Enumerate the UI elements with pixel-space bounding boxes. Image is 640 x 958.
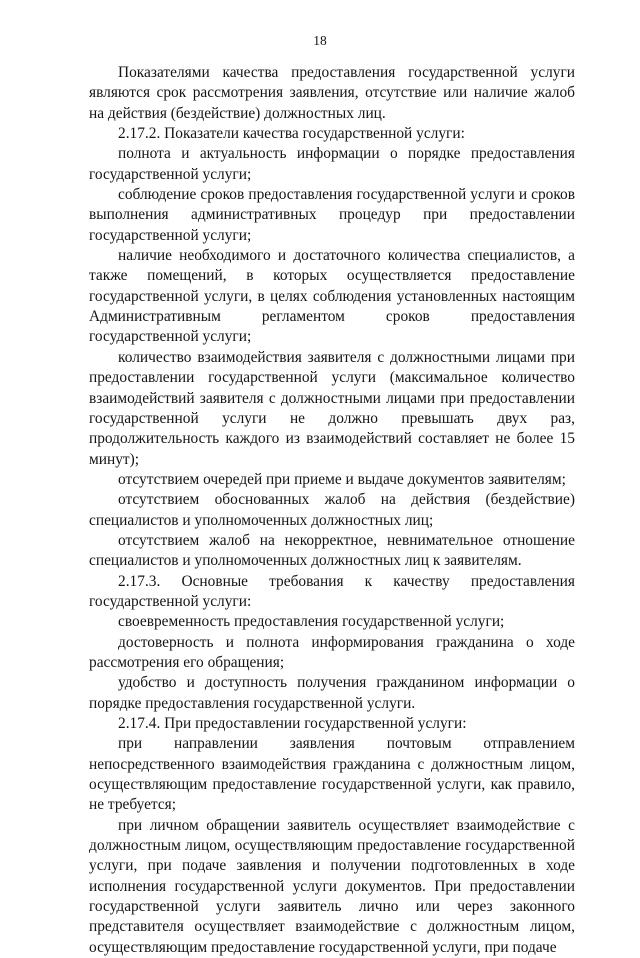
paragraph-completeness-of-information: полнота и актуальность информации о порядке предоставления государственной услуги; (89, 145, 575, 183)
document-body (89, 63, 575, 958)
paragraph-2-17-3-heading: 2.17.3. Основные требования к качеству предоставления государственной услуги: (89, 572, 575, 610)
paragraph-timeliness: своевременность предоставления государственной услуги; (118, 613, 505, 631)
paragraph-reliability-of-information: достоверность и полнота информирования гражданина о ходе рассмотрения его обращения; (89, 633, 575, 671)
paragraph-personal-application: при личном обращении заявитель осуществляет взаимодействие с должностным лицом, осуществляющим предоставление государственной услуги, при подаче заявления и получении подготовленных в ходе исполнения государственной услуги документов. При предоставлении государственной услуги заявитель лично или через законного представителя осуществляет взаимодействие с должностным лицом, осуществляющим предоставление государственной услуги, при подаче (89, 816, 575, 956)
paragraph-number-of-interactions: количество взаимодействия заявителя с должностными лицами при предоставлении государственной услуги (максимальное количество взаимодействий заявителя с должностными лицами при предоставлении государственной услуги не должно превышать двух раз, продолжительность каждого из взаимодействий составляет не более 15 минут); (89, 348, 575, 468)
paragraph-absence-of-justified-complaints: отсутствием обоснованных жалоб на действия (бездействие) специалистов и уполномоченных должностных лиц; (89, 491, 575, 529)
paragraph-2-17-4-heading: 2.17.4. При предоставлении государственной услуги: (118, 715, 467, 732)
paragraph-2-17-2-heading: 2.17.2. Показатели качества государственной услуги: (118, 125, 465, 143)
paragraph-compliance-with-deadlines: соблюдение сроков предоставления государственной услуги и сроков выполнения административных процедур при предоставлении государственной услуги; (89, 186, 575, 244)
paragraph-specialists-and-premises: наличие необходимого и достаточного количества специалистов, а также помещений, в которых осуществляется предоставление государственной услуги, в целях соблюдения установленных настоящим Административным регламентом сроков предоставления государственной услуги; (89, 247, 575, 346)
page-number: 18 (313, 33, 327, 48)
paragraph-absence-of-complaints-on-attitude: отсутствием жалоб на некорректное, невнимательное отношение специалистов и уполномоченных должностных лиц к заявителям. (89, 531, 575, 570)
paragraph-postal-application: при направлении заявления почтовым отправлением непосредственного взаимодействия гражданина с должностным лицом, осуществляющим предоставление государственной услуги, как правило, не требуется; (89, 735, 575, 814)
paragraph-absence-of-queues: отсутствием очередей при приеме и выдаче документов заявителям; (118, 470, 566, 488)
paragraph-convenience-and-accessibility: удобство и доступность получения гражданином информации о порядке предоставления государственной услуги. (89, 674, 575, 712)
paragraph-quality-indicators-intro: Показателями качества предоставления государственной услуги являются срок рассмотрения заявления, отсутствие или наличие жалоб на действия (бездействие) должностных лиц. (89, 64, 575, 122)
